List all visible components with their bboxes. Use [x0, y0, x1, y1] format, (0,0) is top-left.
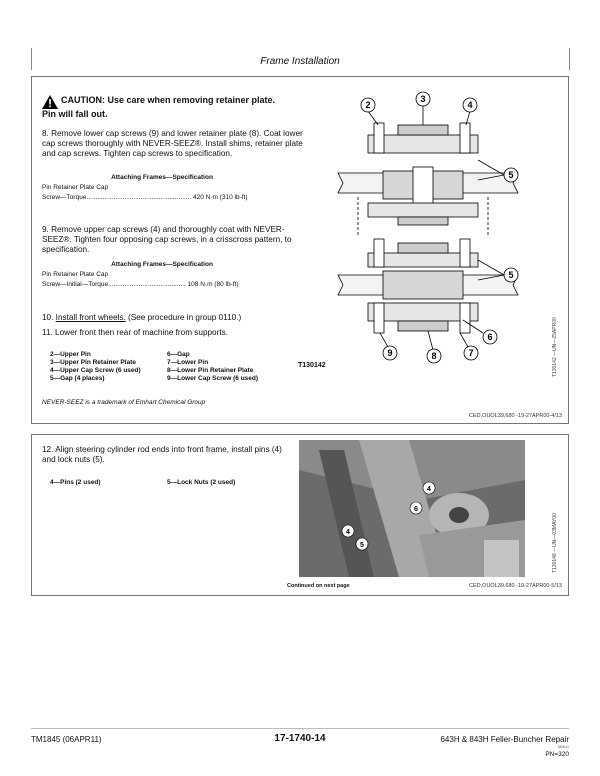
callout-9: 9 [387, 348, 393, 358]
spec-title-1: Attaching Frames—Specification [111, 174, 213, 181]
step-9: 9. Remove upper cap screws (4) and thoroughly coat with NEVER-SEEZ®. Tighten four opposing cap screws, in a crisscross pattern, to specification. [42, 225, 292, 254]
legend-left [50, 351, 141, 383]
frame-pin-diagram [328, 85, 528, 365]
figure-vertical-id: T130142 —UN—25APR00 [552, 317, 558, 377]
step-8: 8. Remove lower cap screws (9) and lower retainer plate (8). Coat lower cap screws thoroughly with NEVER-SEEZ®. Install shims, retainer plate and cap screws. Tighten cap screws to specification. [42, 129, 303, 158]
procedure-box-steering [31, 434, 569, 596]
callout-5: 5 [508, 170, 514, 180]
legend-item: 9—Lower Cap Screw (6 used) [167, 375, 259, 382]
footer-date-code: 040611 [557, 745, 569, 749]
spec-2-line-1: Pin Retainer Plate Cap [42, 271, 109, 278]
legend-item: 6—Gap [167, 351, 190, 358]
spec-1-line-2: Screw—Torque.......................................................... 420 N·m (310 lb-ft) [42, 194, 248, 201]
step-10-number: 10. [42, 313, 56, 322]
legend-right [167, 351, 258, 383]
photo-callout-5: 5 [360, 542, 364, 549]
footer-manual-title: 643H & 843H Feller-Buncher Repair [440, 735, 569, 744]
legend-item: 5—Gap (4 places) [50, 375, 105, 382]
spec-title-2: Attaching Frames—Specification [111, 261, 213, 268]
legend-item: 7—Lower Pin [167, 359, 209, 366]
photo-vertical-id: T130148 —UN—03MAY00 [552, 513, 558, 573]
callout-8: 8 [431, 351, 437, 361]
continued-note: Continued on next page [287, 583, 350, 589]
step-10-text: (See procedure in group 0110.) [125, 313, 242, 322]
ced-reference-2: CED,OUOL39,680 -19-27APR00-5/13 [469, 583, 562, 589]
ced-reference-1: CED,OUOL39,680 -19-27APR00-4/13 [469, 413, 562, 419]
warning-triangle-icon [42, 95, 58, 109]
caution-notice [42, 95, 282, 120]
steering-cylinder-photo [299, 440, 525, 577]
photo-callout-4: 4 [427, 486, 431, 493]
legend-item: 8—Lower Pin Retainer Plate [167, 367, 254, 374]
footer-manual-id: TM1845 (06APR11) [31, 735, 102, 744]
callout-5b: 5 [508, 270, 514, 280]
legend-lock-nuts: 5—Lock Nuts (2 used) [167, 479, 236, 486]
step-12: 12. Align steering cylinder rod ends into front frame, install pins (4) and lock nuts (5). [42, 445, 282, 464]
footer-pn: PN=320 [545, 751, 569, 758]
legend-item: 2—Upper Pin [50, 351, 91, 358]
figure-id: T130142 [298, 362, 326, 369]
footer-page-number: 17-1740-14 [274, 733, 326, 744]
frame-pin-diagram-svg [328, 85, 528, 365]
legend-pins: 4—Pins (2 used) [50, 479, 101, 486]
photo-callout-6: 6 [414, 506, 418, 513]
step-11: 11. Lower front then rear of machine from supports. [42, 328, 228, 337]
footer-rule [31, 728, 569, 729]
spec-1-line-1: Pin Retainer Plate Cap [42, 184, 109, 191]
spec-2-line-2: Screw—Initial—Torque........................................... 108 N·m (80 lb-ft) [42, 281, 239, 288]
step-10 [42, 313, 312, 323]
caution-text: CAUTION: Use care when removing retainer plate. Pin will fall out. [42, 95, 276, 119]
photo-callout-4b: 4 [346, 529, 350, 536]
callout-4: 4 [467, 100, 473, 110]
callout-7: 7 [468, 348, 474, 358]
legend-item: 4—Upper Cap Screw (6 used) [50, 367, 141, 374]
install-front-wheels-link[interactable]: Install front wheels. [55, 313, 126, 322]
callout-3: 3 [420, 94, 426, 104]
trademark-note: NEVER-SEEZ is a trademark of Emhart Chemical Group [42, 399, 206, 406]
steering-photo-svg [299, 440, 525, 577]
procedure-box-frame-install [31, 76, 569, 424]
page-title: Frame Installation [260, 56, 340, 67]
callout-2: 2 [365, 100, 371, 110]
legend-item: 3—Upper Pin Retainer Plate [50, 359, 136, 366]
callout-6: 6 [487, 332, 493, 342]
